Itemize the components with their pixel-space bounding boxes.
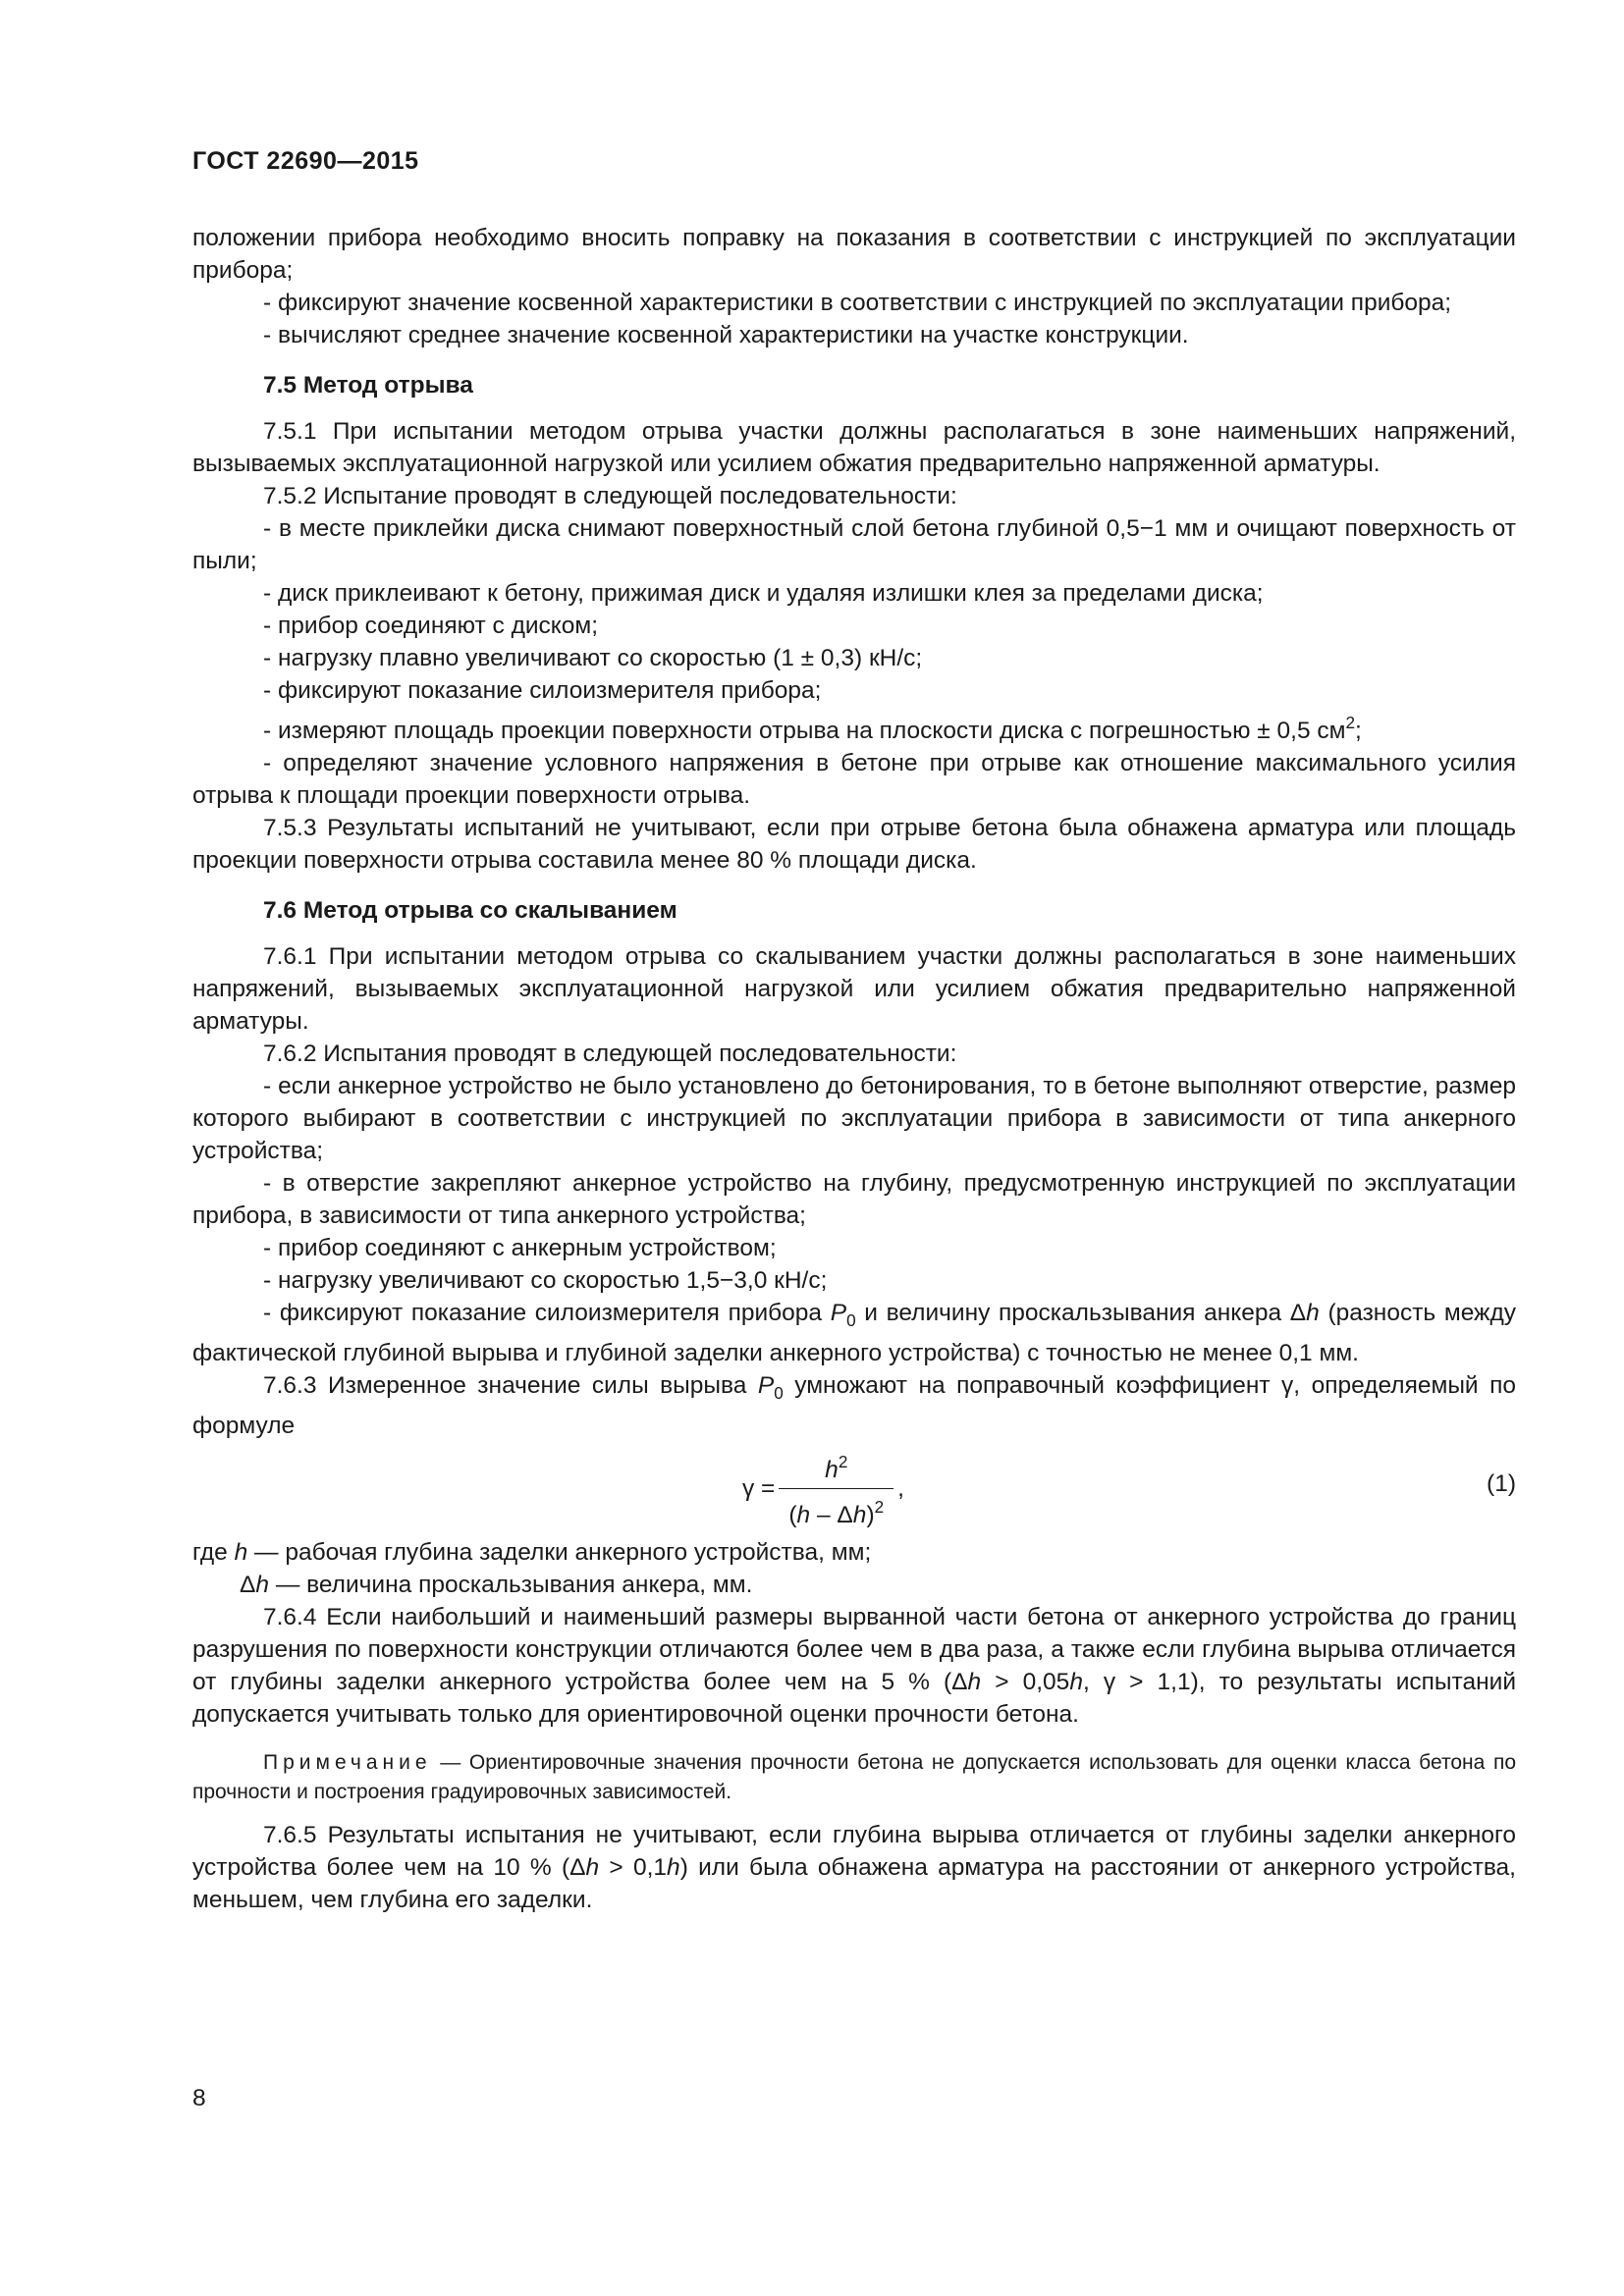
text-run: – Δ [810, 1502, 853, 1528]
text-run: ( [788, 1502, 797, 1528]
formula-numerator [815, 1446, 857, 1488]
superscript: 2 [874, 1497, 885, 1517]
variable: P [830, 1300, 847, 1326]
variable: P [757, 1372, 775, 1399]
list-item: - в месте приклейки диска снимают поверхностный слой бетона глубиной 0,5−1 мм и очищают поверхность от пыли; [192, 515, 1516, 574]
formula-fraction [779, 1446, 893, 1531]
list-item [192, 1297, 1516, 1369]
formula-expression [742, 1446, 904, 1531]
text-run: Δ [240, 1572, 256, 1598]
text-run: > 0,05 [981, 1669, 1070, 1695]
note-label: Примечание [263, 1751, 432, 1774]
variable: h [255, 1572, 270, 1598]
list-item [192, 707, 1516, 747]
subscript: 0 [774, 1383, 784, 1403]
paragraph-7-6-2: 7.6.2 Испытания проводят в следующей последовательности: [263, 1041, 957, 1067]
paragraph-7-6-5 [192, 1819, 1516, 1916]
list-item: - фиксируют значение косвенной характеристики в соответствии с инструкцией по эксплуатации прибора; [263, 290, 1452, 316]
variable: h [1306, 1300, 1320, 1326]
paragraph-7-5-3: 7.5.3 Результаты испытаний не учитывают, если при отрыве бетона была обнажена арматура или площадь проекции поверхности отрыва составила менее 80 % площади диска. [192, 815, 1516, 874]
text-run: и величину проскальзывания анкера Δ [855, 1300, 1307, 1326]
note [192, 1748, 1516, 1807]
text-run: ) или была обнажена арматура на расстоянии от анкерного устройства, меньшем, чем глубина его заделки. [192, 1854, 1516, 1913]
document-body [192, 222, 1516, 1916]
text-run: 7.6.3 Измеренное значение силы вырыва [263, 1372, 758, 1399]
section-heading-7-6: 7.6 Метод отрыва со скалыванием [263, 897, 677, 924]
paragraph-7-6-1: 7.6.1 При испытании методом отрыва со скалыванием участки должны располагаться в зоне наименьших напряжений, вызываемых эксплуатационной нагрузкой или усилием обжатия предварительно напряженной арматуры. [192, 943, 1516, 1035]
list-item: - вычисляют среднее значение косвенной характеристики на участке конструкции. [263, 322, 1189, 348]
paragraph-7-5-2: 7.5.2 Испытание проводят в следующей последовательности: [263, 483, 957, 509]
list-item: - определяют значение условного напряжения в бетоне при отрыве как отношение максимального усилия отрыва к площади проекции поверхности отрыва. [192, 750, 1516, 809]
formula-comma: , [897, 1475, 904, 1502]
superscript: 2 [1345, 713, 1356, 732]
text-run: 7.6.5 Результаты испытания не учитывают, если глубина вырыва отличается от глубины заделки анкерного устройства более чем на 10 % (Δ [192, 1822, 1516, 1881]
formula-1 [192, 1442, 1516, 1532]
text-run: где [192, 1539, 235, 1566]
variable: h [825, 1457, 839, 1483]
variable: h [852, 1502, 867, 1528]
text-run: (разность между фактической глубиной вырыва и глубиной заделки анкерного устройства) с точностью не менее 0,1 мм. [192, 1300, 1516, 1366]
variable: h [585, 1854, 600, 1881]
text-run: умножают на поправочный коэффициент γ, определяемый по формуле [192, 1372, 1516, 1439]
subscript: 0 [846, 1310, 856, 1330]
section-heading-7-5: 7.5 Метод отрыва [263, 372, 473, 399]
text-run: - фиксируют показание силоизмерителя прибора [263, 1300, 831, 1326]
where-clause [192, 1569, 1516, 1601]
list-item: - в отверстие закрепляют анкерное устройство на глубину, предусмотренную инструкцией по эксплуатации прибора, в зависимости от типа анкерного устройства; [192, 1170, 1516, 1229]
list-item: - нагрузку увеличивают со скоростью 1,5−3,0 кН/с; [263, 1267, 828, 1294]
list-item: - прибор соединяют с диском; [263, 613, 599, 639]
where-clause [192, 1536, 1516, 1569]
text-run: , γ > 1,1), то результаты испытаний допускается учитывать только для ориентировочной оценки прочности бетона. [192, 1669, 1516, 1728]
paragraph-7-6-3 [192, 1369, 1516, 1442]
equation-number: (1) [1487, 1470, 1516, 1497]
paragraph-7-6-4 [192, 1601, 1516, 1731]
text-run: 7.6.4 Если наибольший и наименьший размеры вырванной части бетона от анкерного устройства до границ разрушения по поверхности конструкции отличаются более чем в два раза, а также если глубина вырыва отличается от глубины заделки анкерного устройства более чем на 5 % (Δ [192, 1604, 1516, 1695]
list-item: - прибор соединяют с анкерным устройством; [263, 1235, 777, 1261]
note-text: — Ориентировочные значения прочности бетона не допускается использовать для оценки класса бетона по прочности и построения градуировочных зависимостей. [192, 1751, 1516, 1803]
variable: h [1069, 1669, 1083, 1695]
variable: h [967, 1669, 982, 1695]
document-header: ГОСТ 22690—2015 [192, 147, 419, 175]
formula-lhs: γ = [742, 1475, 776, 1502]
list-item: - если анкерное устройство не было установлено до бетонирования, то в бетоне выполняют отверстие, размер которого выбирают в соответствии с инструкцией по эксплуатации прибора в зависимости от типа анкерного устройства; [192, 1073, 1516, 1164]
paragraph-7-5-1: 7.5.1 При испытании методом отрыва участки должны располагаться в зоне наименьших напряжений, вызываемых эксплуатационной нагрузкой или усилием обжатия предварительно напряженной арматуры. [192, 418, 1516, 477]
paragraph: положении прибора необходимо вносить поправку на показания в соответствии с инструкцией по эксплуатации прибора; [192, 225, 1516, 284]
superscript: 2 [838, 1452, 848, 1471]
variable: h [796, 1502, 811, 1528]
list-item: - фиксируют показание силоизмерителя прибора; [263, 677, 822, 704]
list-item: - диск приклеивают к бетону, прижимая диск и удаляя излишки клея за пределами диска; [263, 580, 1264, 607]
page-number: 8 [192, 2085, 206, 2111]
text-run: — величина проскальзывания анкера, мм. [269, 1572, 753, 1598]
variable: h [234, 1539, 248, 1566]
text-run: ) [866, 1502, 875, 1528]
text-run: — рабочая глубина заделки анкерного устройства, мм; [247, 1539, 872, 1566]
text-run: - измеряют площадь проекции поверхности отрыва на плоскости диска с погрешностью ± 0,5 см [263, 718, 1346, 744]
text-run: ; [1355, 718, 1362, 744]
variable: h [667, 1854, 680, 1881]
text-run: > 0,1 [599, 1854, 668, 1881]
formula-denominator [779, 1488, 893, 1531]
list-item: - нагрузку плавно увеличивают со скоростью (1 ± 0,3) кН/с; [263, 645, 923, 671]
